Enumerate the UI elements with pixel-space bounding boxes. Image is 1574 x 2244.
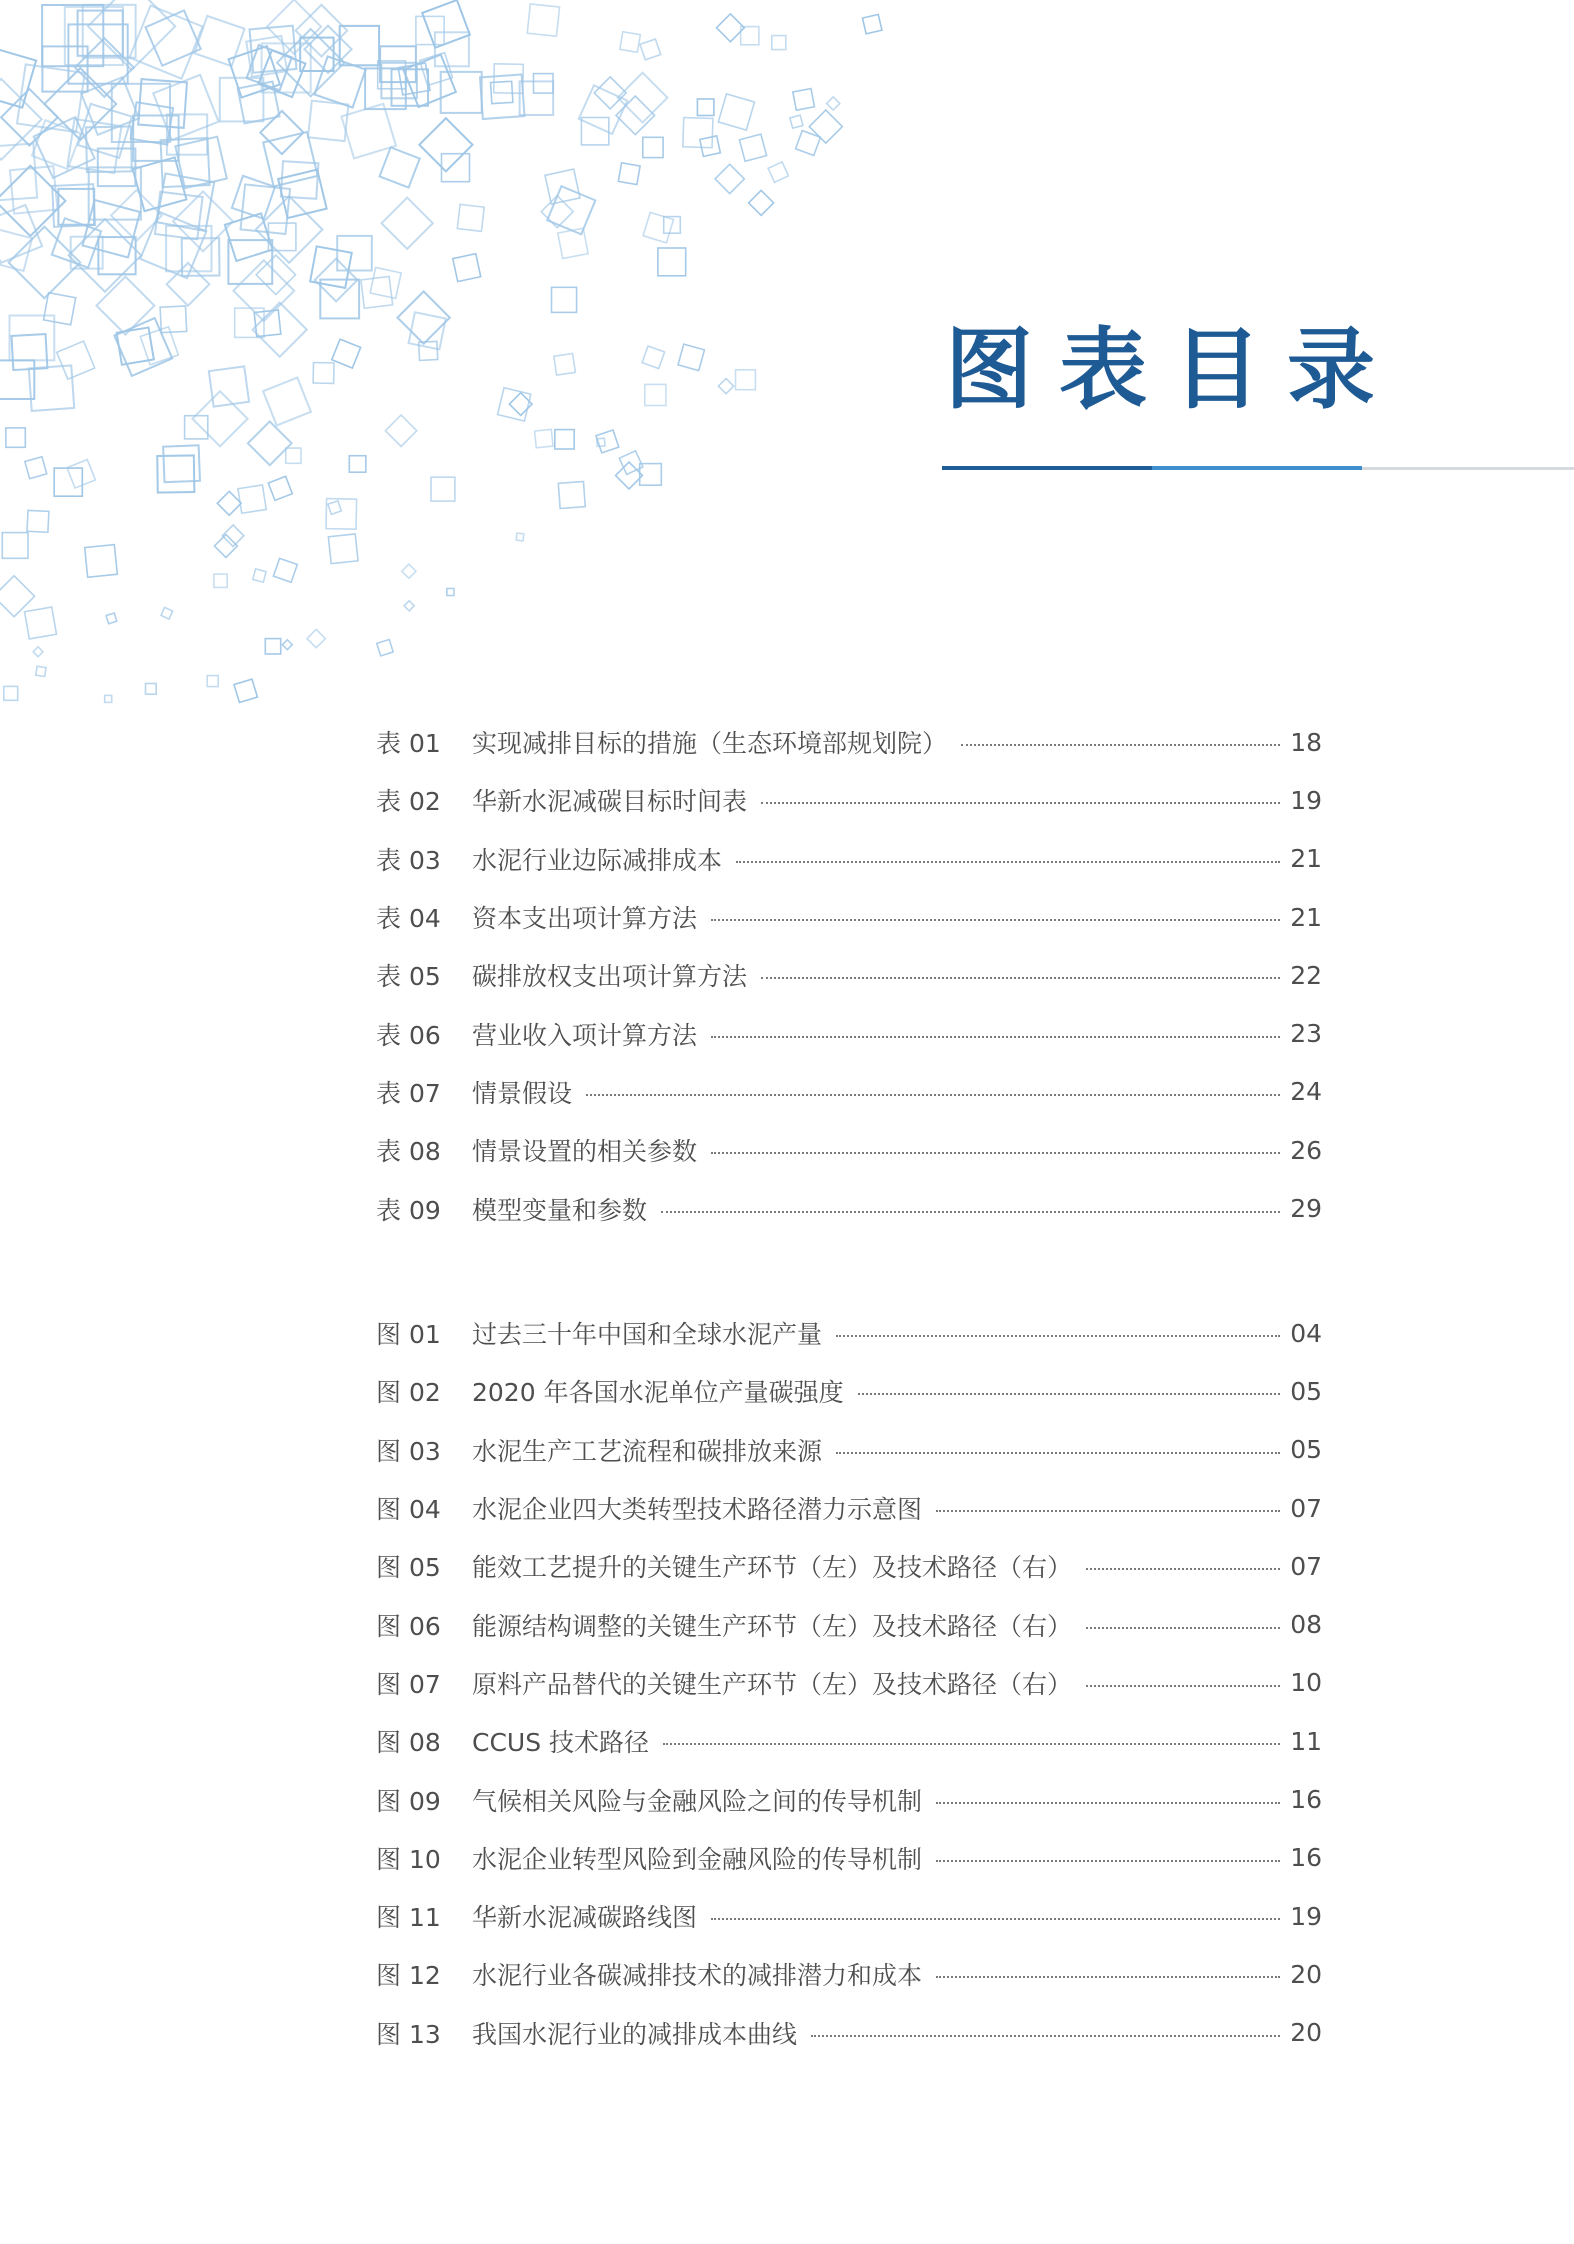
pattern-square — [0, 144, 37, 202]
toc-page-number: 16 — [1290, 1843, 1322, 1873]
pattern-square — [105, 695, 112, 702]
toc-label: 图 07 — [376, 1669, 441, 1699]
dot-leader — [761, 802, 1280, 804]
pattern-square — [67, 460, 95, 488]
table-list-item[interactable] — [376, 1121, 1322, 1179]
dot-leader — [836, 1452, 1280, 1454]
pattern-square — [618, 163, 640, 185]
pattern-square — [700, 136, 721, 157]
toc-label: 表 07 — [376, 1078, 441, 1108]
toc-page-number: 19 — [1290, 785, 1322, 815]
figure-list-item[interactable] — [376, 1304, 1322, 1362]
pattern-square — [809, 110, 842, 143]
pattern-square — [260, 111, 303, 154]
table-list — [376, 713, 1322, 1238]
pattern-square — [772, 36, 786, 50]
toc-label: 表 04 — [376, 904, 441, 934]
pattern-square — [596, 430, 619, 453]
pattern-square — [12, 334, 48, 370]
toc-page-number: 05 — [1290, 1376, 1322, 1406]
pattern-square — [382, 198, 433, 249]
toc-title: 营业收入项计算方法 — [472, 1020, 698, 1050]
pattern-square — [6, 428, 25, 447]
pattern-square — [441, 72, 482, 113]
pattern-square — [106, 613, 117, 624]
pattern-square — [558, 228, 588, 258]
dot-leader — [761, 977, 1280, 979]
pattern-square — [265, 639, 280, 654]
dot-leader — [936, 1510, 1280, 1512]
page-title: 图表目录 — [945, 317, 1402, 421]
pattern-square — [718, 378, 733, 393]
pattern-square — [739, 134, 766, 161]
pattern-square — [328, 534, 358, 564]
pattern-square — [402, 564, 416, 578]
figure-list-item[interactable] — [376, 1595, 1322, 1653]
toc-title: 实现减排目标的措施（生态环境部规划院） — [472, 729, 948, 759]
pattern-square — [282, 640, 292, 650]
pattern-square — [98, 237, 135, 274]
pattern-square — [718, 94, 754, 130]
toc-page-number: 07 — [1290, 1551, 1322, 1581]
pattern-square — [422, 0, 470, 48]
toc-label: 图 08 — [376, 1728, 441, 1758]
toc-page-number: 05 — [1290, 1435, 1322, 1465]
toc-title: 水泥企业转型风险到金融风险的传导机制 — [472, 1844, 923, 1874]
title-rule-light — [1152, 466, 1362, 470]
toc-page-number: 20 — [1290, 2018, 1322, 2048]
toc-label: 图 03 — [376, 1436, 441, 1466]
toc-page-number: 10 — [1290, 1668, 1322, 1698]
dot-leader — [586, 1094, 1280, 1096]
toc-title: 水泥行业各碳减排技术的减排潜力和成本 — [472, 1961, 923, 1991]
table-list-item[interactable] — [376, 1179, 1322, 1237]
pattern-square — [552, 287, 577, 312]
pattern-square — [234, 679, 257, 702]
dot-leader — [1086, 1568, 1280, 1570]
toc-title: 原料产品替代的关键生产环节（左）及技术路径（右） — [472, 1669, 1073, 1699]
table-list-item[interactable] — [376, 1063, 1322, 1121]
pattern-square — [192, 391, 247, 446]
pattern-square — [146, 10, 201, 65]
dot-leader — [936, 1976, 1280, 1978]
pattern-square — [555, 430, 574, 449]
pattern-square — [516, 533, 524, 541]
toc-page-number: 08 — [1290, 1610, 1322, 1640]
pattern-square — [263, 132, 318, 187]
toc-label: 图 09 — [376, 1786, 441, 1816]
pattern-square — [447, 589, 454, 596]
pattern-square — [4, 686, 18, 700]
toc-page-number: 26 — [1290, 1135, 1322, 1165]
pattern-square — [527, 4, 559, 36]
toc-title: 模型变量和参数 — [472, 1195, 648, 1225]
pattern-square — [238, 485, 266, 513]
toc-title: 水泥生产工艺流程和碳排放来源 — [472, 1436, 823, 1466]
toc-title: CCUS 技术路径 — [472, 1728, 650, 1758]
pattern-square — [658, 248, 686, 276]
pattern-square — [214, 574, 227, 587]
pattern-square — [620, 32, 640, 52]
toc-label: 图 10 — [376, 1844, 441, 1874]
pattern-square — [349, 456, 366, 473]
pattern-square — [85, 545, 118, 578]
figure-list-item[interactable] — [376, 1479, 1322, 1537]
dot-leader — [1086, 1685, 1280, 1687]
toc-title: 华新水泥减碳路线图 — [472, 1903, 698, 1933]
table-list-item[interactable] — [376, 771, 1322, 829]
toc-label: 图 02 — [376, 1378, 441, 1408]
pattern-square — [736, 370, 756, 390]
toc-title: 过去三十年中国和全球水泥产量 — [472, 1320, 823, 1350]
pattern-square — [328, 501, 341, 514]
pattern-square — [535, 429, 553, 447]
pattern-square — [643, 137, 663, 157]
toc-page-number: 29 — [1290, 1194, 1322, 1224]
pattern-square — [453, 254, 481, 282]
toc-title: 气候相关风险与金融风险之间的传导机制 — [472, 1786, 923, 1816]
pattern-square — [370, 267, 401, 298]
pattern-square — [57, 341, 95, 379]
pattern-square — [96, 277, 154, 335]
toc-page-number: 22 — [1290, 960, 1322, 990]
toc-title: 情景假设 — [472, 1078, 573, 1108]
toc-label: 表 01 — [376, 729, 441, 759]
pattern-square — [217, 491, 241, 515]
pattern-square — [146, 684, 157, 695]
dot-leader — [661, 1211, 1280, 1213]
figure-list-item[interactable] — [376, 1362, 1322, 1420]
pattern-square — [194, 16, 244, 66]
pattern-square — [442, 154, 470, 182]
toc-label: 图 13 — [376, 2019, 441, 2049]
pattern-square — [9, 227, 81, 299]
pattern-square — [253, 569, 266, 582]
dot-leader — [711, 1152, 1280, 1154]
dot-leader — [858, 1393, 1281, 1395]
pattern-square — [790, 115, 803, 128]
pattern-square — [44, 293, 76, 325]
toc-label: 表 09 — [376, 1195, 441, 1225]
dot-leader — [961, 744, 1280, 746]
dot-leader — [711, 919, 1280, 921]
pattern-square — [498, 388, 531, 421]
figure-list-item[interactable] — [376, 1945, 1322, 2003]
dot-leader — [936, 1860, 1280, 1862]
toc-title: 华新水泥减碳目标时间表 — [472, 787, 748, 817]
pattern-square — [409, 312, 446, 349]
pattern-square — [263, 378, 311, 426]
pattern-square — [558, 482, 585, 509]
pattern-square — [404, 601, 414, 611]
pattern-square — [25, 607, 57, 639]
pattern-square — [618, 73, 668, 123]
pattern-square — [642, 346, 665, 369]
toc-label: 表 08 — [376, 1137, 441, 1167]
figure-list-item[interactable] — [376, 1537, 1322, 1595]
toc-page-number: 21 — [1290, 902, 1322, 932]
pattern-square — [697, 99, 714, 116]
pattern-square — [715, 164, 744, 193]
figure-list-item[interactable] — [376, 1770, 1322, 1828]
table-list-item[interactable] — [376, 713, 1322, 771]
pattern-square — [268, 476, 292, 500]
dot-leader — [663, 1743, 1280, 1745]
pattern-square — [25, 457, 47, 479]
table-list-item[interactable] — [376, 1004, 1322, 1062]
pattern-square — [416, 16, 444, 44]
pattern-square — [579, 85, 628, 134]
figure-list — [376, 1304, 1322, 2062]
pattern-square — [286, 448, 301, 463]
pattern-square — [768, 162, 788, 182]
toc-title: 碳排放权支出项计算方法 — [472, 962, 748, 992]
pattern-square — [457, 204, 484, 231]
pattern-square — [361, 276, 393, 308]
pattern-square — [749, 190, 774, 215]
pattern-square — [27, 510, 49, 532]
title-rule-gray — [1362, 467, 1574, 470]
pattern-square — [185, 416, 208, 439]
toc-title: 水泥行业边际减排成本 — [472, 845, 723, 875]
pattern-square — [1, 89, 58, 146]
toc-label: 图 01 — [376, 1320, 441, 1350]
pattern-square — [862, 14, 881, 33]
pattern-square — [827, 97, 840, 110]
figure-list-item[interactable] — [376, 1654, 1322, 1712]
figure-list-item[interactable] — [376, 1712, 1322, 1770]
toc-title: 我国水泥行业的减排成本曲线 — [472, 2019, 798, 2049]
toc-title: 资本支出项计算方法 — [472, 904, 698, 934]
table-list-item[interactable] — [376, 888, 1322, 946]
pattern-square — [554, 354, 576, 376]
toc-page-number: 23 — [1290, 1019, 1322, 1049]
pattern-square — [313, 363, 334, 384]
toc-page-number: 07 — [1290, 1493, 1322, 1523]
pattern-square — [0, 47, 36, 108]
toc-title: 情景设置的相关参数 — [472, 1137, 698, 1167]
pattern-square — [385, 415, 416, 446]
pattern-square — [0, 230, 32, 271]
toc-label: 表 03 — [376, 845, 441, 875]
figure-list-item[interactable] — [376, 1887, 1322, 1945]
toc-label: 图 04 — [376, 1495, 441, 1525]
pattern-square — [377, 639, 393, 655]
pattern-square — [36, 666, 46, 676]
pattern-square — [380, 147, 420, 187]
dot-leader — [1086, 1627, 1280, 1629]
dot-leader — [836, 1335, 1280, 1337]
dot-leader — [736, 861, 1280, 863]
pattern-square — [232, 176, 275, 219]
pattern-square — [793, 89, 815, 111]
dot-leader — [711, 1918, 1280, 1920]
toc-title: 2020 年各国水泥单位产量碳强度 — [472, 1378, 844, 1408]
figure-list-item[interactable] — [376, 2004, 1322, 2062]
toc-label: 图 06 — [376, 1611, 441, 1641]
pattern-square — [534, 74, 554, 94]
pattern-square — [616, 462, 643, 489]
pattern-square — [380, 46, 416, 82]
pattern-square — [645, 384, 666, 405]
pattern-square — [207, 676, 218, 687]
dot-leader — [811, 2035, 1280, 2037]
pattern-square — [419, 118, 472, 171]
pattern-square — [431, 477, 455, 501]
figure-list-item[interactable] — [376, 1421, 1322, 1479]
toc-label: 表 05 — [376, 962, 441, 992]
pattern-square — [161, 607, 173, 619]
pattern-square — [678, 344, 704, 370]
table-list-item[interactable] — [376, 830, 1322, 888]
pattern-square — [273, 558, 297, 582]
toc-page-number: 21 — [1290, 844, 1322, 874]
pattern-square — [419, 341, 438, 360]
toc-title: 能效工艺提升的关键生产环节（左）及技术路径（右） — [472, 1553, 1073, 1583]
toc-label: 图 11 — [376, 1903, 441, 1933]
toc-page-number: 04 — [1290, 1318, 1322, 1348]
toc-page-number: 19 — [1290, 1901, 1322, 1931]
toc-page-number: 24 — [1290, 1077, 1322, 1107]
toc-page-number: 11 — [1290, 1726, 1322, 1756]
decorative-square-pattern — [0, 0, 960, 780]
toc-title: 水泥企业四大类转型技术路径潜力示意图 — [472, 1495, 923, 1525]
pattern-square — [167, 263, 210, 306]
pattern-square — [307, 629, 325, 647]
figure-list-item[interactable] — [376, 1829, 1322, 1887]
pattern-square — [640, 39, 661, 60]
pattern-square — [332, 339, 361, 368]
dot-leader — [711, 1036, 1280, 1038]
toc-label: 表 06 — [376, 1020, 441, 1050]
pattern-square — [33, 647, 43, 657]
title-rule-dark — [942, 466, 1152, 470]
pattern-square — [341, 104, 396, 159]
toc-label: 表 02 — [376, 787, 441, 817]
toc-page-number: 18 — [1290, 727, 1322, 757]
toc-title: 能源结构调整的关键生产环节（左）及技术路径（右） — [472, 1611, 1073, 1641]
pattern-square — [683, 118, 713, 148]
dot-leader — [936, 1802, 1280, 1804]
toc-page-number: 20 — [1290, 1959, 1322, 1989]
pattern-square — [2, 533, 28, 559]
pattern-square — [29, 365, 74, 410]
toc-label: 图 12 — [376, 1961, 441, 1991]
toc-page-number: 16 — [1290, 1785, 1322, 1815]
toc-label: 图 05 — [376, 1553, 441, 1583]
table-list-item[interactable] — [376, 946, 1322, 1004]
